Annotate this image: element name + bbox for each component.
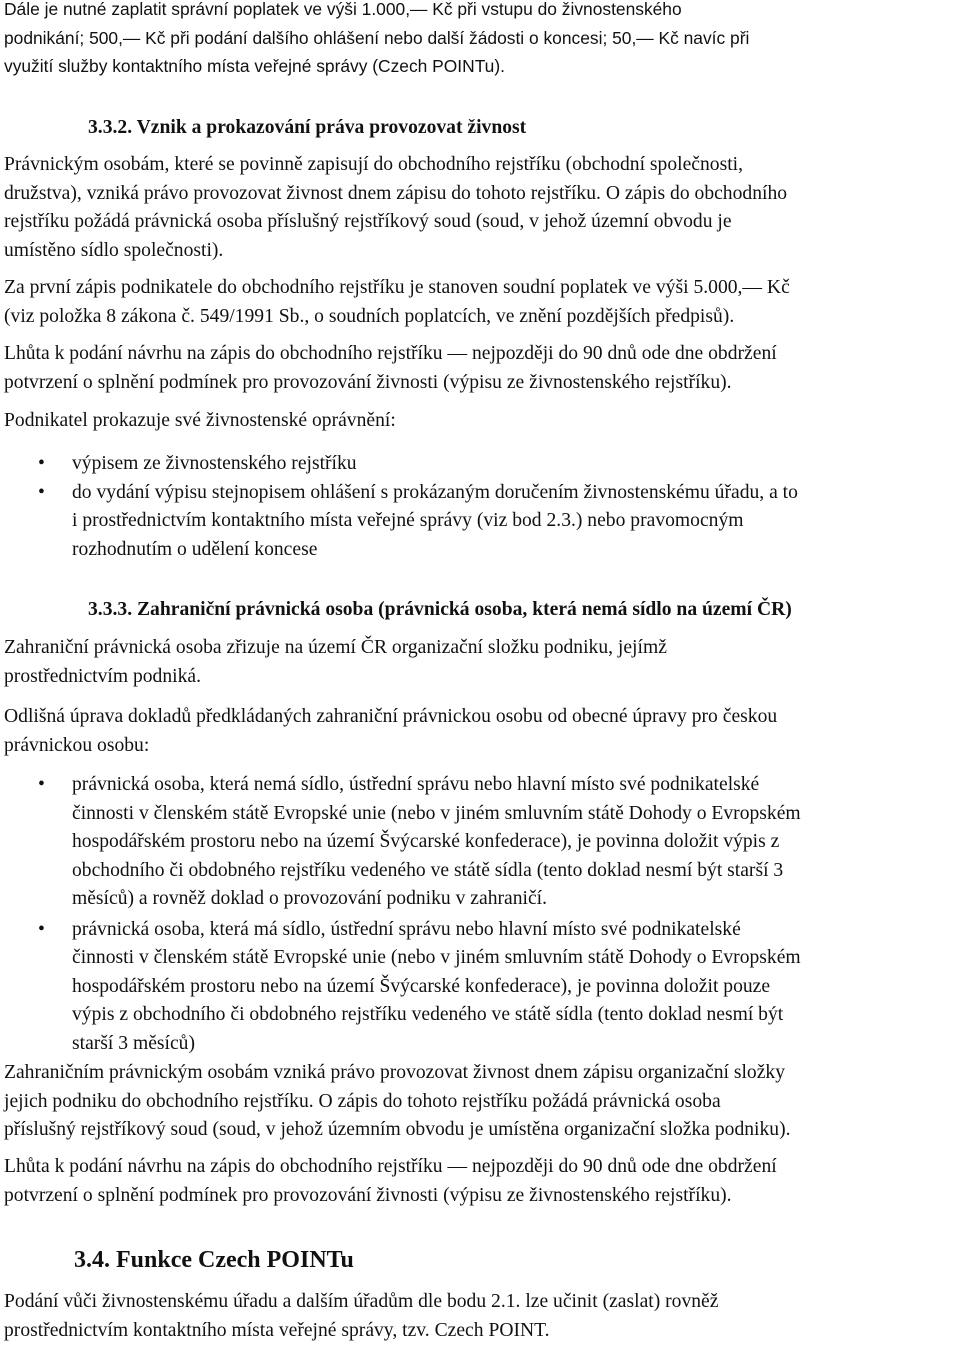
- text-line: rejstříku požádá právnická osoba příslušný rejstříkový soud (soud, v jehož územní obvodu je: [4, 211, 732, 232]
- text-fragment: O zápis do obchodního: [600, 182, 788, 204]
- list-item: [0, 479, 956, 565]
- paragraph-proof: [4, 407, 956, 436]
- text-line: [4, 180, 956, 209]
- section-heading-3-3-2: 3.3.2. Vznik a prokazování práva provozovat živnost: [88, 117, 527, 138]
- text-line: Lhůta k podání návrhu na zápis do obchodního rejstříku — nejpozději do 90 dnů ode dne obdržení: [4, 1156, 777, 1177]
- text-line: činnosti v členském státě Evropské unie (nebo v jiném smluvním státě Dohody o Evropském: [72, 947, 801, 968]
- text-line: (viz položka 8 zákona č. 549/1991 Sb., o soudních poplatcích, ve znění pozdějších předpisů).: [4, 305, 735, 327]
- text-line: obchodního či obdobného rejstříku vedeného ve státě sídla (tento doklad nesmí být starší 3: [72, 859, 784, 881]
- text-line: Zahraničním právnickým osobám vzniká právo provozovat živnost dnem zápisu organizační složky: [4, 1062, 785, 1083]
- bullet-icon: •: [38, 453, 45, 474]
- text-line: Podání vůči živnostenskému úřadu a dalším úřadům dle bodu 2.1. lze učinit (zaslat) rovněž: [4, 1291, 719, 1312]
- paragraph-foreign-right-origin: [4, 1059, 956, 1145]
- text-line: rozhodnutím o udělení koncese: [72, 538, 318, 560]
- section-heading-3-3-3: 3.3.3. Zahraniční právnická osoba (právnická osoba, která nemá sídlo na území ČR): [88, 599, 792, 620]
- text-line: Dále je nutné zaplatit správní poplatek ve výši 1.000,— Kč při vstupu do živnostenského: [4, 0, 682, 19]
- paragraph-right-origin: [4, 151, 956, 265]
- paragraph-deadline: [4, 340, 956, 397]
- paragraph-czech-point: [4, 1288, 956, 1345]
- text-line: umístěno sídlo společnosti).: [4, 239, 224, 261]
- text-line: Zahraniční právnická osoba zřizuje na území ČR organizační složku podniku, jejímž: [4, 637, 667, 658]
- text-line: starší 3 měsíců): [72, 1032, 195, 1054]
- text-line: příslušný rejstříkový soud (soud, v jehož územním obvodu je umístěna organizační složka podniku).: [4, 1119, 791, 1140]
- text-line: Podnikatel prokazuje své živnostenské oprávnění:: [4, 410, 396, 431]
- text-line: Právnickým osobám, které se povinně zapisují do obchodního rejstříku (obchodní společnosti,: [4, 154, 743, 175]
- text-line: potvrzení o splnění podmínek pro provozování živnosti (výpisu ze živnostenského rejstříku).: [4, 1184, 732, 1206]
- list-item: [0, 450, 956, 479]
- paragraph-branch: [4, 634, 956, 691]
- bullet-list-proof: [0, 450, 956, 564]
- text-line: do vydání výpisu stejnopisem ohlášení s prokázaným doručením živnostenskému úřadu, a to: [72, 481, 798, 503]
- paragraph-foreign-deadline: [4, 1153, 956, 1210]
- text-line: měsíců) a rovněž doklad o provozování podniku v zahraničí.: [72, 888, 547, 909]
- text-line: výpisem ze živnostenského rejstříku: [72, 453, 357, 474]
- bullet-icon: •: [38, 774, 45, 795]
- text-line: hospodářském prostoru nebo na území Švýcarské konfederace), je povinna doložit výpis z: [72, 831, 780, 852]
- text-line: Lhůta k podání návrhu na zápis do obchodního rejstříku — nejpozději do 90 dnů ode dne obdržení: [4, 343, 777, 364]
- text-line: činnosti v členském státě Evropské unie (nebo v jiném smluvním státě Dohody o Evropském: [72, 802, 801, 824]
- bullet-icon: •: [38, 918, 45, 940]
- text-line: právnickou osobu:: [4, 734, 150, 756]
- paragraph-court-fee: [4, 274, 956, 331]
- text-line: právnická osoba, která nemá sídlo, ústřední správu nebo hlavní místo své podnikatelské: [72, 774, 760, 795]
- text-line: využití služby kontaktního místa veřejné správy (Czech POINTu).: [4, 56, 505, 76]
- section-heading-3-4: 3.4. Funkce Czech POINTu: [74, 1247, 354, 1273]
- text-line: prostřednictvím podniká.: [4, 665, 201, 687]
- list-item: [0, 916, 956, 1059]
- bullet-icon: •: [38, 481, 45, 503]
- text-line: výpis z obchodního či obdobného rejstříku vedeného ve státě sídla (tento doklad nesmí být: [72, 1004, 784, 1025]
- text-line: hospodářském prostoru nebo na území Švýcarské konfederace), je povinna doložit pouze: [72, 975, 771, 997]
- text-line: prostřednictvím kontaktního místa veřejné správy, tzv. Czech POINT.: [4, 1319, 550, 1341]
- bullet-list-documents: [0, 771, 956, 1058]
- text-line: potvrzení o splnění podmínek pro provozování živnosti (výpisu ze živnostenského rejstříku).: [4, 371, 732, 393]
- text-line: podnikání; 500,— Kč při podání dalšího ohlášení nebo další žádosti o koncesi; 50,— Kč navíc při: [4, 27, 750, 48]
- text-line: Odlišná úprava dokladů předkládaných zahraniční právnickou osobu od obecné úpravy pro českou: [4, 706, 778, 727]
- text-line: jejich podniku do obchodního rejstříku. O zápis do tohoto rejstříku požádá právnická osoba: [4, 1090, 721, 1112]
- text-fragment: družstva), vzniká právo provozovat živnost dnem zápisu do tohoto rejstříku.: [4, 182, 601, 204]
- list-item: [0, 771, 956, 914]
- text-line: i prostřednictvím kontaktního místa veřejné správy (viz bod 2.3.) nebo pravomocným: [72, 510, 744, 531]
- intro-fee-paragraph: [4, 0, 956, 81]
- text-line: právnická osoba, která má sídlo, ústřední správu nebo hlavní místo své podnikatelské: [72, 918, 741, 940]
- text-line: Za první zápis podnikatele do obchodního rejstříku je stanoven soudní poplatek ve výši 5.000,— Kč: [4, 277, 790, 298]
- paragraph-documents: [4, 703, 956, 760]
